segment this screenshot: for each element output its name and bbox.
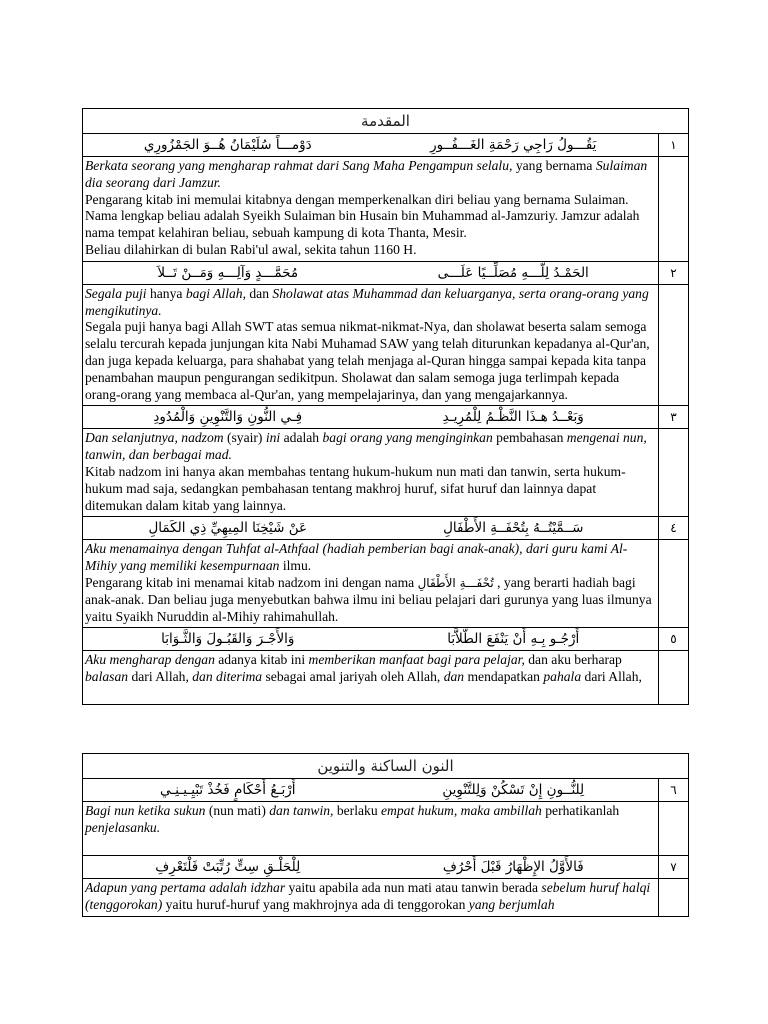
verse-second-half: مُحَمَّـــدٍ وَآلِـــهِ وَمَــنْ تَــلاَ (157, 264, 299, 281)
explanation-row (83, 540, 689, 628)
verse-number: ٤ (659, 517, 689, 540)
verse-number: ٧ (659, 856, 689, 879)
explanation-row (83, 157, 689, 262)
empty-cell (659, 802, 689, 856)
explanation-row (83, 879, 689, 917)
verse-row (83, 134, 689, 157)
explanation-text: Bagi nun ketika sukun (nun mati) dan tanwin, berlaku empat hukum, maka ambillah perhatikanlah penjelasanku. (83, 802, 659, 856)
section-table-nun-sakinah (82, 753, 689, 917)
verse-number: ١ (659, 134, 689, 157)
verse-first-half: يَقُـــولُ رَاجِي رَحْمَةِ الغَـــفُــورِ (430, 137, 597, 153)
verse-row (83, 406, 689, 429)
empty-cell (659, 879, 689, 917)
verse-row (83, 628, 689, 651)
verse-second-half: دَوْمـــاً سُلَيْمَانُ هُــوَ الجَمْزُورِي (143, 137, 312, 153)
explanation-row (83, 284, 689, 406)
explanation-text: Dan selanjutnya, nadzom (syair) ini adalah bagi orang yang menginginkan pembahasan mengenai nun, tanwin, dan berbagai mad. Kitab nadzom ini hanya akan membahas tentang hukum-hukum nun mati dan tanwin, serta hukum-hukum mad saja, sedangkan pembahasan tentang makhroj huruf, sifat huruf dan lainnya dapat ditemukan dalam kitab yang lainnya. (83, 429, 659, 517)
verse-first-half: وَبَعْــدُ هـذَا النَّظْـمُ لِلْمُرِيـدِ (442, 409, 584, 426)
verse-first-half: فَالأَوَّلُ الإِظْهَارُ قَبْلَ أَحْرُفِ (442, 859, 584, 875)
verse-row (83, 517, 689, 540)
explanation-text: Segala puji hanya bagi Allah, dan Sholawat atas Muhammad dan keluarganya, serta orang-orang yang mengikutinya. Segala puji hanya bagi Allah SWT atas semua nikmat-nikmat-Nya, dan sholawat beserta salam semoga selalu tercurah kepada junjungan kita Nabi Muhamad SAW yang telah diturunkan kepadanya al-Qur'an, dan juga kepada keluarga, para shahabat yang telah menjaga al-Quran hingga sampai kepada kita tanpa penambahan maupun pengurangan sedikitpun. Sholawat dan salam semoga juga terlimpah kepada orang-orang yang membaca al-Qur'an, yang mempelajarinya, dan yang mengajarkannya. (83, 284, 659, 406)
explanation-text: Aku menamainya dengan Tuhfat al-Athfaal (hadiah pemberian bagi anak-anak), dari guru kami Al-Mihiy yang memiliki kesempurnaan ilmu. Pengarang kitab ini menamai kitab nadzom ini dengan nama تُحْفَـــةِ الأَطْفَالِ , yang berarti hadiah bagi anak-anak. Dan beliau juga menyebutkan bahwa ilmu ini beliau pelajari dari gurunya yang luas ilmunya yaitu Syaikh Nuruddin al-Mihiy rahimahullah. (83, 540, 659, 628)
empty-cell (659, 284, 689, 406)
explanation-row (83, 429, 689, 517)
section-title: المقدمة (83, 109, 689, 134)
explanation-text: Berkata seorang yang mengharap rahmat dari Sang Maha Pengampun selalu, yang bernama Sulaiman dia seorang dari Jamzur. Pengarang kitab ini memulai kitabnya dengan memperkenalkan diri beliau yang bernama Sulaiman. Nama lengkap beliau adalah Syeikh Sulaiman bin Husain bin Muhammad al-Jamzuriy. Jamzur adalah nama tempat kelahiran beliau, sebuah kampung di kota Thanta, Mesir. Beliau dilahirkan di bulan Rabi'ul awal, sekita tahun 1160 H. (83, 157, 659, 262)
verse-second-half: لِلْحَلْـقِ سِتٍّ رُتِّبَتْ فَلْتَعْرِفِ (155, 859, 301, 875)
verse-number: ٢ (659, 261, 689, 284)
explanation-row (83, 802, 689, 856)
verse-second-half: عَنْ شَيْخِنَا المِيهِيِّ ذِي الكَمَالِ (148, 520, 308, 537)
verse-first-half: سَــمَّيْتُــهُ بِتُحْفَــةِ الأَطْفَالِ (443, 520, 584, 537)
section-table-muqaddimah (82, 108, 689, 705)
verse-row (83, 856, 689, 879)
empty-cell (659, 540, 689, 628)
empty-cell (659, 651, 689, 705)
verse-first-half: الحَمْـدُ لِلَّـــهِ مُصَلِّــيًا عَلَـــى (437, 264, 589, 281)
verse-number: ٦ (659, 779, 689, 802)
section-title: النون الساكنة والتنوين (83, 754, 689, 779)
verse-row (83, 779, 689, 802)
verse-first-half: أَرْجُـو بِـهِ أَنْ يَنْفَعَ الطُّلاَّبَا (447, 631, 580, 648)
explanation-text: Aku mengharap dengan adanya kitab ini memberikan manfaat bagi para pelajar, dan aku berharap balasan dari Allah, dan diterima sebagai amal jariyah oleh Allah, dan mendapatkan pahala dari Allah, (83, 651, 659, 705)
verse-second-half: فِـي النُّونِ وَالتَّنْوِينِ وَالْمُدُودِ (153, 409, 303, 426)
explanation-row (83, 651, 689, 705)
explanation-text: Adapun yang pertama adalah idzhar yaitu apabila ada nun mati atau tanwin berada sebelum huruf halqi (tenggorokan) yaitu huruf-huruf yang makhrojnya ada di tenggorokan yang berjumlah (83, 879, 659, 917)
verse-number: ٣ (659, 406, 689, 429)
empty-cell (659, 429, 689, 517)
verse-number: ٥ (659, 628, 689, 651)
verse-second-half: وَالأَجْـرَ وَالقَبُـولَ وَالثَّـوَابَا (161, 631, 295, 648)
empty-cell (659, 157, 689, 262)
verse-first-half: لِلنُّــونِ إِنْ تَسْكُنْ وَلِلتَّنْوِينِ (442, 782, 585, 798)
verse-second-half: أَرْبَـعُ أَحْكَامٍ فَخُذْ تَبْيِـيـنِـي (160, 782, 296, 798)
verse-row (83, 261, 689, 284)
